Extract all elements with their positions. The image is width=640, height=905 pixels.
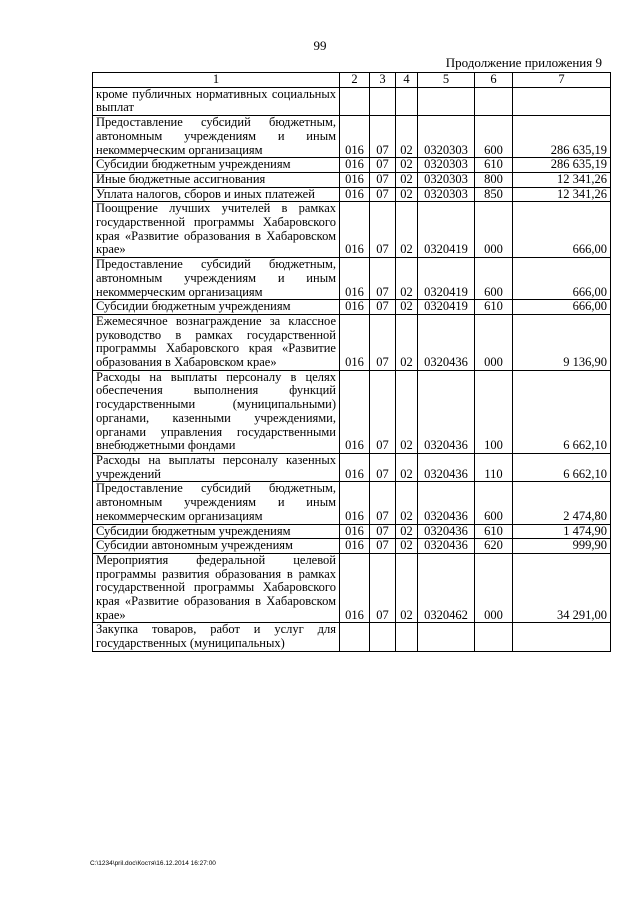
code-cell: 02: [396, 116, 418, 158]
row-name: Уплата налогов, сборов и иных платежей: [93, 187, 340, 202]
code-cell: 016: [340, 258, 370, 300]
row-name: кроме публичных нормативных социальных выплат: [93, 87, 340, 115]
code-cell: 02: [396, 370, 418, 453]
code-cell: 100: [475, 370, 513, 453]
header-cell: 7: [513, 73, 611, 88]
code-cell: 02: [396, 553, 418, 623]
code-cell: 02: [396, 482, 418, 524]
code-cell: [396, 87, 418, 115]
amount-cell: 999,90: [513, 539, 611, 554]
code-cell: [418, 87, 475, 115]
row-name: Предоставление субсидий бюджетным, автономным учреждениям и иным некоммерческим организациям: [93, 258, 340, 300]
code-cell: 0320436: [418, 524, 475, 539]
code-cell: 0320436: [418, 539, 475, 554]
code-cell: 016: [340, 482, 370, 524]
code-cell: 610: [475, 300, 513, 315]
code-cell: 07: [370, 524, 396, 539]
code-cell: 0320436: [418, 314, 475, 370]
code-cell: 800: [475, 172, 513, 187]
table-row: [93, 314, 611, 370]
code-cell: 0320419: [418, 258, 475, 300]
code-cell: 850: [475, 187, 513, 202]
code-cell: 02: [396, 524, 418, 539]
code-cell: 016: [340, 524, 370, 539]
amount-cell: 286 635,19: [513, 116, 611, 158]
code-cell: 02: [396, 314, 418, 370]
code-cell: 016: [340, 187, 370, 202]
code-cell: 02: [396, 453, 418, 481]
amount-cell: 286 635,19: [513, 158, 611, 173]
code-cell: 016: [340, 453, 370, 481]
code-cell: 02: [396, 187, 418, 202]
code-cell: [370, 87, 396, 115]
code-cell: 600: [475, 258, 513, 300]
row-name: Мероприятия федеральной целевой программы развития образования в рамках государственной программы Хабаровского края «Развитие образования в Хабаровском крае»: [93, 553, 340, 623]
code-cell: 07: [370, 482, 396, 524]
code-cell: 000: [475, 202, 513, 258]
table-row: [93, 482, 611, 524]
code-cell: 07: [370, 202, 396, 258]
code-cell: [475, 87, 513, 115]
code-cell: 02: [396, 202, 418, 258]
amount-cell: 666,00: [513, 202, 611, 258]
amount-cell: 1 474,90: [513, 524, 611, 539]
code-cell: 07: [370, 258, 396, 300]
code-cell: 07: [370, 116, 396, 158]
code-cell: [475, 623, 513, 651]
code-cell: 07: [370, 453, 396, 481]
code-cell: [370, 623, 396, 651]
header-cell: 4: [396, 73, 418, 88]
table-row: [93, 258, 611, 300]
code-cell: 07: [370, 172, 396, 187]
code-cell: 0320303: [418, 172, 475, 187]
amount-cell: 6 662,10: [513, 370, 611, 453]
row-name: Ежемесячное вознаграждение за классное руководство в рамках государственной программы Хабаровского края «Развитие образования в Хабаровском крае»: [93, 314, 340, 370]
row-name: Предоставление субсидий бюджетным, автономным учреждениям и иным некоммерческим организациям: [93, 482, 340, 524]
table-row: [93, 623, 611, 651]
code-cell: 0320303: [418, 187, 475, 202]
code-cell: 07: [370, 158, 396, 173]
table-row: [93, 553, 611, 623]
code-cell: 620: [475, 539, 513, 554]
code-cell: 000: [475, 314, 513, 370]
code-cell: [340, 87, 370, 115]
code-cell: 07: [370, 370, 396, 453]
table-row: [93, 202, 611, 258]
row-name: Субсидии автономным учреждениям: [93, 539, 340, 554]
code-cell: 016: [340, 158, 370, 173]
table-row: [93, 172, 611, 187]
code-cell: 02: [396, 258, 418, 300]
code-cell: 07: [370, 314, 396, 370]
code-cell: 02: [396, 158, 418, 173]
amount-cell: 2 474,80: [513, 482, 611, 524]
code-cell: 000: [475, 553, 513, 623]
table-row: [93, 87, 611, 115]
amount-cell: 12 341,26: [513, 172, 611, 187]
row-name: Субсидии бюджетным учреждениям: [93, 524, 340, 539]
page-number: 99: [313, 38, 327, 53]
code-cell: 016: [340, 202, 370, 258]
amount-cell: 12 341,26: [513, 187, 611, 202]
table-row: [93, 300, 611, 315]
code-cell: 016: [340, 314, 370, 370]
code-cell: 016: [340, 116, 370, 158]
code-cell: 016: [340, 539, 370, 554]
header-cell: 2: [340, 73, 370, 88]
code-cell: 600: [475, 482, 513, 524]
code-cell: 0320303: [418, 116, 475, 158]
row-name: Субсидии бюджетным учреждениям: [93, 300, 340, 315]
header-cell: 6: [475, 73, 513, 88]
row-name: Субсидии бюджетным учреждениям: [93, 158, 340, 173]
code-cell: 016: [340, 172, 370, 187]
table-row: [93, 158, 611, 173]
footer-path: C:\1234\pril.doc\Костя\16.12.2014 16:27:00: [90, 860, 216, 867]
header-cell: 3: [370, 73, 396, 88]
code-cell: 02: [396, 539, 418, 554]
code-cell: 0320419: [418, 202, 475, 258]
row-name: Расходы на выплаты персоналу казенных учреждений: [93, 453, 340, 481]
header-cell: 1: [93, 73, 340, 88]
row-name: Закупка товаров, работ и услуг для государственных (муниципальных): [93, 623, 340, 651]
code-cell: 07: [370, 539, 396, 554]
code-cell: 02: [396, 172, 418, 187]
continuation-label: Продолжение приложения 9: [445, 55, 602, 70]
amount-cell: 9 136,90: [513, 314, 611, 370]
table-row: [93, 187, 611, 202]
code-cell: 07: [370, 187, 396, 202]
row-name: Предоставление субсидий бюджетным, автономным учреждениям и иным некоммерческим организациям: [93, 116, 340, 158]
table-row: [93, 524, 611, 539]
amount-cell: 6 662,10: [513, 453, 611, 481]
header-cell: 5: [418, 73, 475, 88]
code-cell: 0320462: [418, 553, 475, 623]
header-row: [93, 73, 611, 88]
code-cell: 02: [396, 300, 418, 315]
budget-table: [92, 72, 611, 652]
amount-cell: 666,00: [513, 300, 611, 315]
code-cell: 0320436: [418, 370, 475, 453]
code-cell: 610: [475, 524, 513, 539]
code-cell: [396, 623, 418, 651]
code-cell: 0320436: [418, 453, 475, 481]
code-cell: 110: [475, 453, 513, 481]
row-name: Иные бюджетные ассигнования: [93, 172, 340, 187]
amount-cell: [513, 623, 611, 651]
code-cell: 0320419: [418, 300, 475, 315]
code-cell: 07: [370, 300, 396, 315]
code-cell: 016: [340, 300, 370, 315]
row-name: Поощрение лучших учителей в рамках государственной программы Хабаровского края «Развитие образования в Хабаровском крае»: [93, 202, 340, 258]
code-cell: 016: [340, 553, 370, 623]
amount-cell: 666,00: [513, 258, 611, 300]
amount-cell: 34 291,00: [513, 553, 611, 623]
code-cell: [418, 623, 475, 651]
code-cell: 610: [475, 158, 513, 173]
row-name: Расходы на выплаты персоналу в целях обеспечения выполнения функций государственными (муниципальными) органами, казенными учреждениями, органами управления государственными внебюджетными фондами: [93, 370, 340, 453]
table-row: [93, 116, 611, 158]
code-cell: 0320436: [418, 482, 475, 524]
code-cell: [340, 623, 370, 651]
table-row: [93, 539, 611, 554]
table-row: [93, 453, 611, 481]
code-cell: 0320303: [418, 158, 475, 173]
code-cell: 016: [340, 370, 370, 453]
code-cell: 07: [370, 553, 396, 623]
code-cell: 600: [475, 116, 513, 158]
amount-cell: [513, 87, 611, 115]
table-row: [93, 370, 611, 453]
